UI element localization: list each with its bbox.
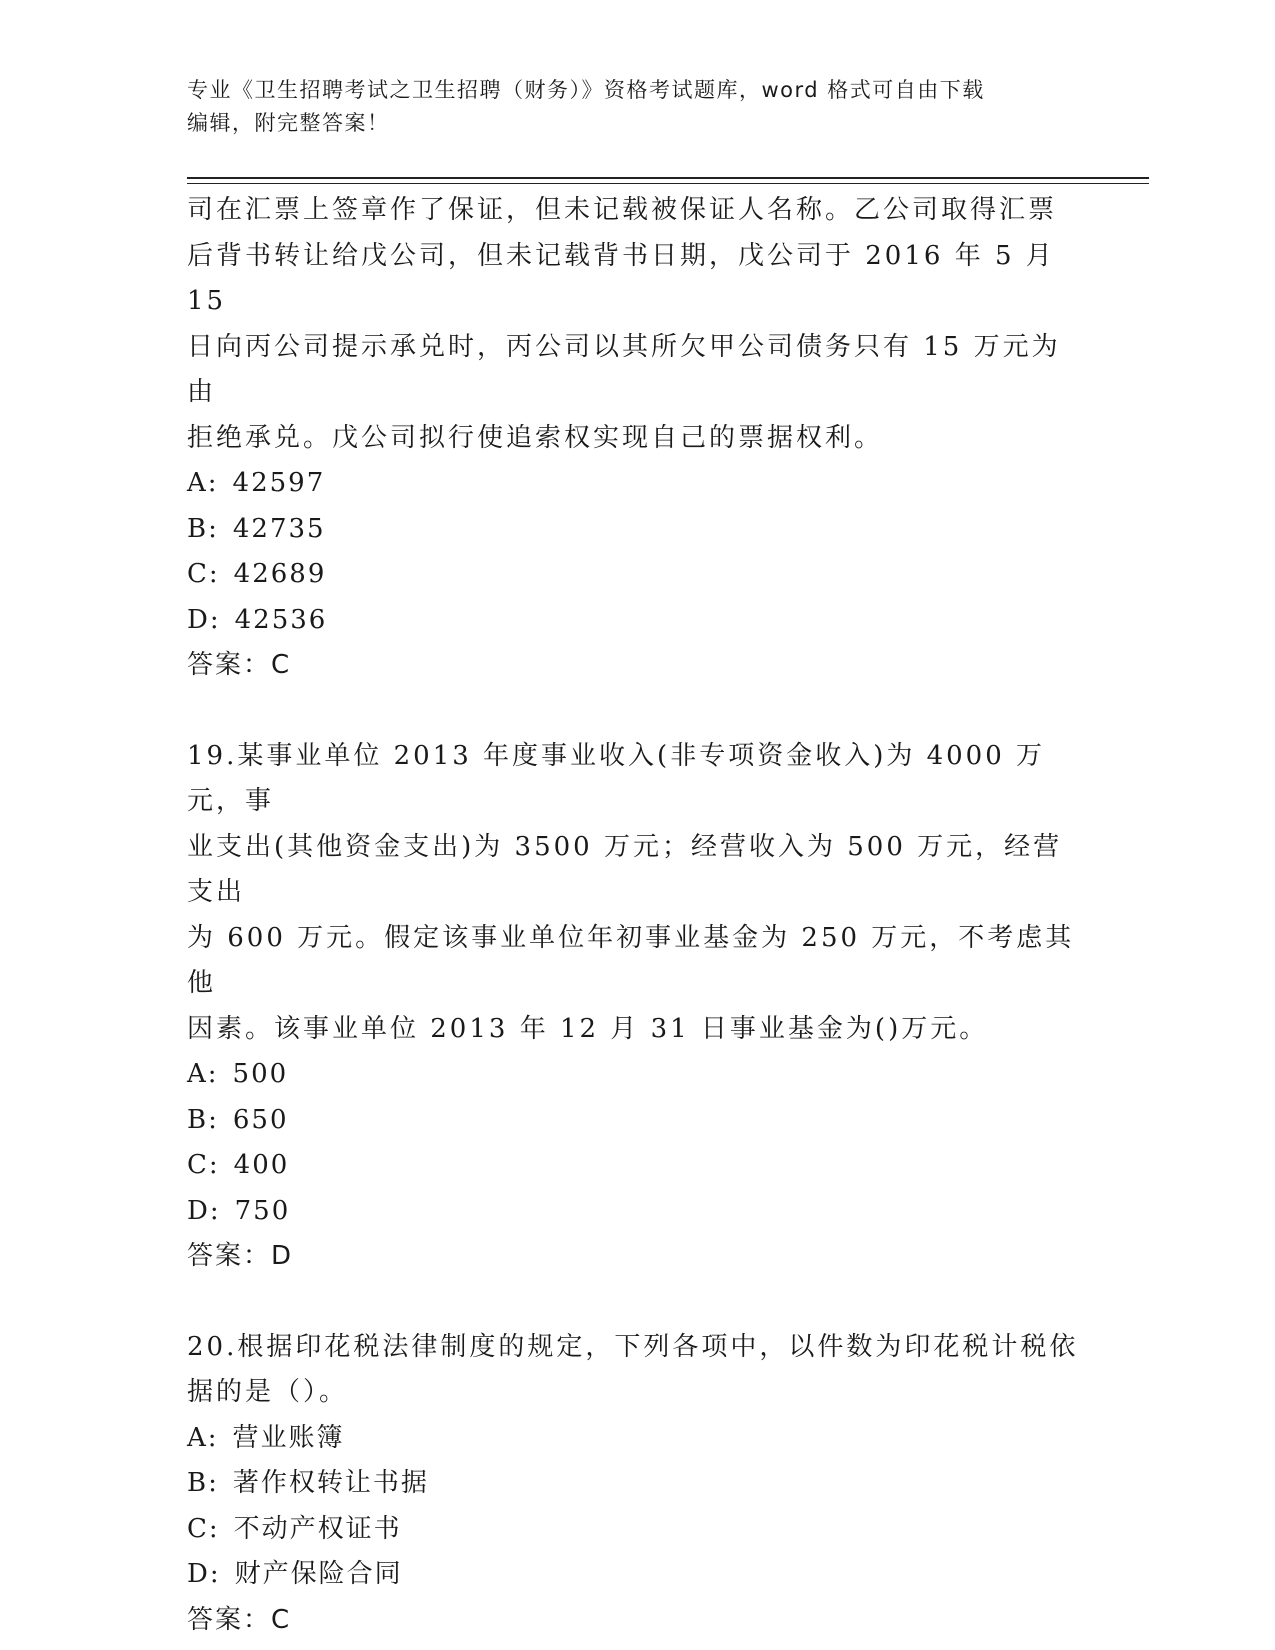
answer-line: 答案：D: [187, 1241, 294, 1271]
option-b: [187, 1098, 1087, 1144]
option-value: 著作权转让书据: [232, 1468, 429, 1498]
option-value: 42735: [232, 513, 326, 544]
option-a: [187, 461, 1087, 507]
option-c: [187, 1507, 1087, 1553]
option-value: 750: [234, 1195, 291, 1226]
question-text-line: 据的是（）。: [187, 1377, 349, 1407]
option-key: D:: [187, 1195, 221, 1226]
option-key: A:: [187, 1059, 219, 1089]
question-text-line: 20.根据印花税法律制度的规定，下列各项中，以件数为印花税计税依: [187, 1331, 1079, 1362]
option-value: 财产保险合同: [234, 1559, 403, 1589]
question-text-line: 为 600 万元。假定该事业单位年初事业基金为 250 万元，不考虑其他: [187, 922, 1075, 998]
header-rule-thin: [187, 183, 1149, 184]
option-d: [187, 1189, 1087, 1235]
option-value: 400: [233, 1150, 290, 1180]
option-key: A:: [187, 468, 219, 498]
question-19: [187, 734, 1087, 1280]
option-key: B:: [187, 1468, 219, 1498]
option-key: B:: [187, 1104, 219, 1135]
question-fragment: [187, 188, 1087, 689]
option-key: C:: [187, 559, 220, 589]
option-d: [187, 598, 1087, 644]
question-text-line: 因素。该事业单位 2013 年 12 月 31 日事业基金为()万元。: [187, 1013, 989, 1044]
option-c: [187, 1143, 1087, 1189]
option-key: A:: [187, 1422, 219, 1453]
answer-line: 答案：C: [187, 1604, 292, 1635]
question-text-line: 后背书转让给戊公司，但未记载背书日期，戊公司于 2016 年 5 月 15: [187, 240, 1055, 316]
option-a: [187, 1416, 1087, 1462]
header-rule-thick: [187, 177, 1149, 179]
option-key: B:: [187, 513, 219, 544]
option-value: 42597: [232, 468, 326, 498]
header-line-1: 专业《卫生招聘考试之卫生招聘（财务）》资格考试题库，word 格式可自由下载: [187, 78, 985, 102]
option-d: [187, 1552, 1087, 1598]
option-a: [187, 1052, 1087, 1098]
option-key: D:: [187, 1559, 221, 1589]
option-value: 42536: [234, 604, 328, 635]
option-key: D:: [187, 604, 221, 635]
question-gap: [187, 1280, 1087, 1325]
question-gap: [187, 689, 1087, 734]
option-b: [187, 507, 1087, 553]
document-body: [187, 188, 1087, 1643]
document-header: [187, 74, 1067, 140]
header-line-2: 编辑，附完整答案！: [187, 111, 390, 135]
question-text-line: 日向丙公司提示承兑时，丙公司以其所欠甲公司债务只有 15 万元为由: [187, 331, 1061, 407]
option-value: 650: [232, 1104, 289, 1135]
option-value: 营业账簿: [232, 1422, 345, 1453]
option-b: [187, 1461, 1087, 1507]
question-text-line: 19.某事业单位 2013 年度事业收入(非专项资金收入)为 4000 万元，事: [187, 740, 1046, 816]
option-value: 不动产权证书: [233, 1513, 402, 1544]
question-text-line: 司在汇票上签章作了保证，但未记载被保证人名称。乙公司取得汇票: [187, 195, 1058, 225]
option-value: 42689: [233, 559, 327, 589]
option-key: C:: [187, 1150, 220, 1180]
question-20: [187, 1325, 1087, 1644]
question-text-line: 业支出(其他资金支出)为 3500 万元；经营收入为 500 万元，经营支出: [187, 831, 1063, 907]
answer-line: 答案：C: [187, 650, 292, 680]
question-text-line: 拒绝承兑。戊公司拟行使追索权实现自己的票据权利。: [187, 422, 884, 453]
option-c: [187, 552, 1087, 598]
option-value: 500: [232, 1059, 289, 1089]
option-key: C:: [187, 1513, 220, 1544]
